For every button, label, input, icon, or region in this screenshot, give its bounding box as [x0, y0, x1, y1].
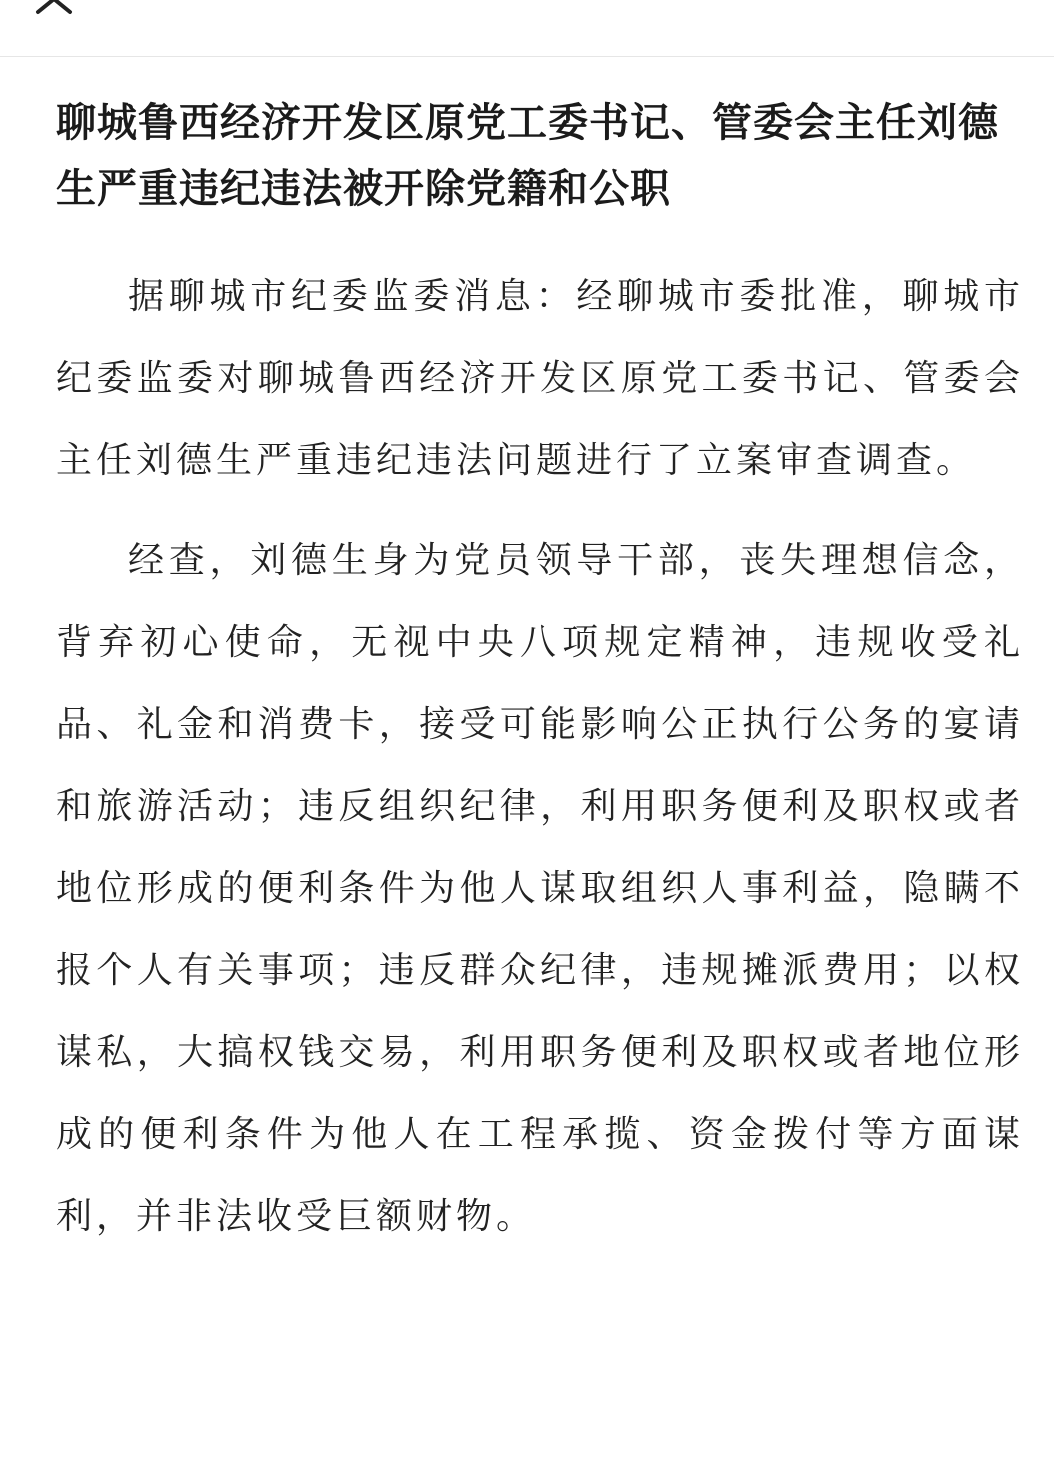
- article-paragraph-2: 经查，刘德生身为党员领导干部，丧失理想信念，背弃初心使命，无视中央八项规定精神，违规收受礼品、礼金和消费卡，接受可能影响公正执行公务的宴请和旅游活动；违反组织纪律，利用职务便利及职权或者地位形成的便利条件为他人谋取组织人事利益，隐瞒不报个人有关事项；违反群众纪律，违规摊派费用；以权谋私，大搞权钱交易，利用职务便利及职权或者地位形成的便利条件为他人在工程承揽、资金拨付等方面谋利，并非法收受巨额财物。: [56, 540, 1024, 1237]
- close-icon: [30, 0, 78, 22]
- faded-header-title: [368, 44, 568, 56]
- article-content: [56, 90, 1024, 1258]
- article-paragraph-1: 据聊城市纪委监委消息：经聊城市委批准，聊城市纪委监委对聊城鲁西经济开发区原党工委书记、管委会主任刘德生严重违纪违法问题进行了立案审查调查。: [56, 276, 1024, 481]
- top-navigation-bar: [0, 0, 1054, 57]
- article-title: 聊城鲁西经济开发区原党工委书记、管委会主任刘德生严重违纪违法被开除党籍和公职: [56, 100, 999, 212]
- close-button[interactable]: [30, 0, 78, 22]
